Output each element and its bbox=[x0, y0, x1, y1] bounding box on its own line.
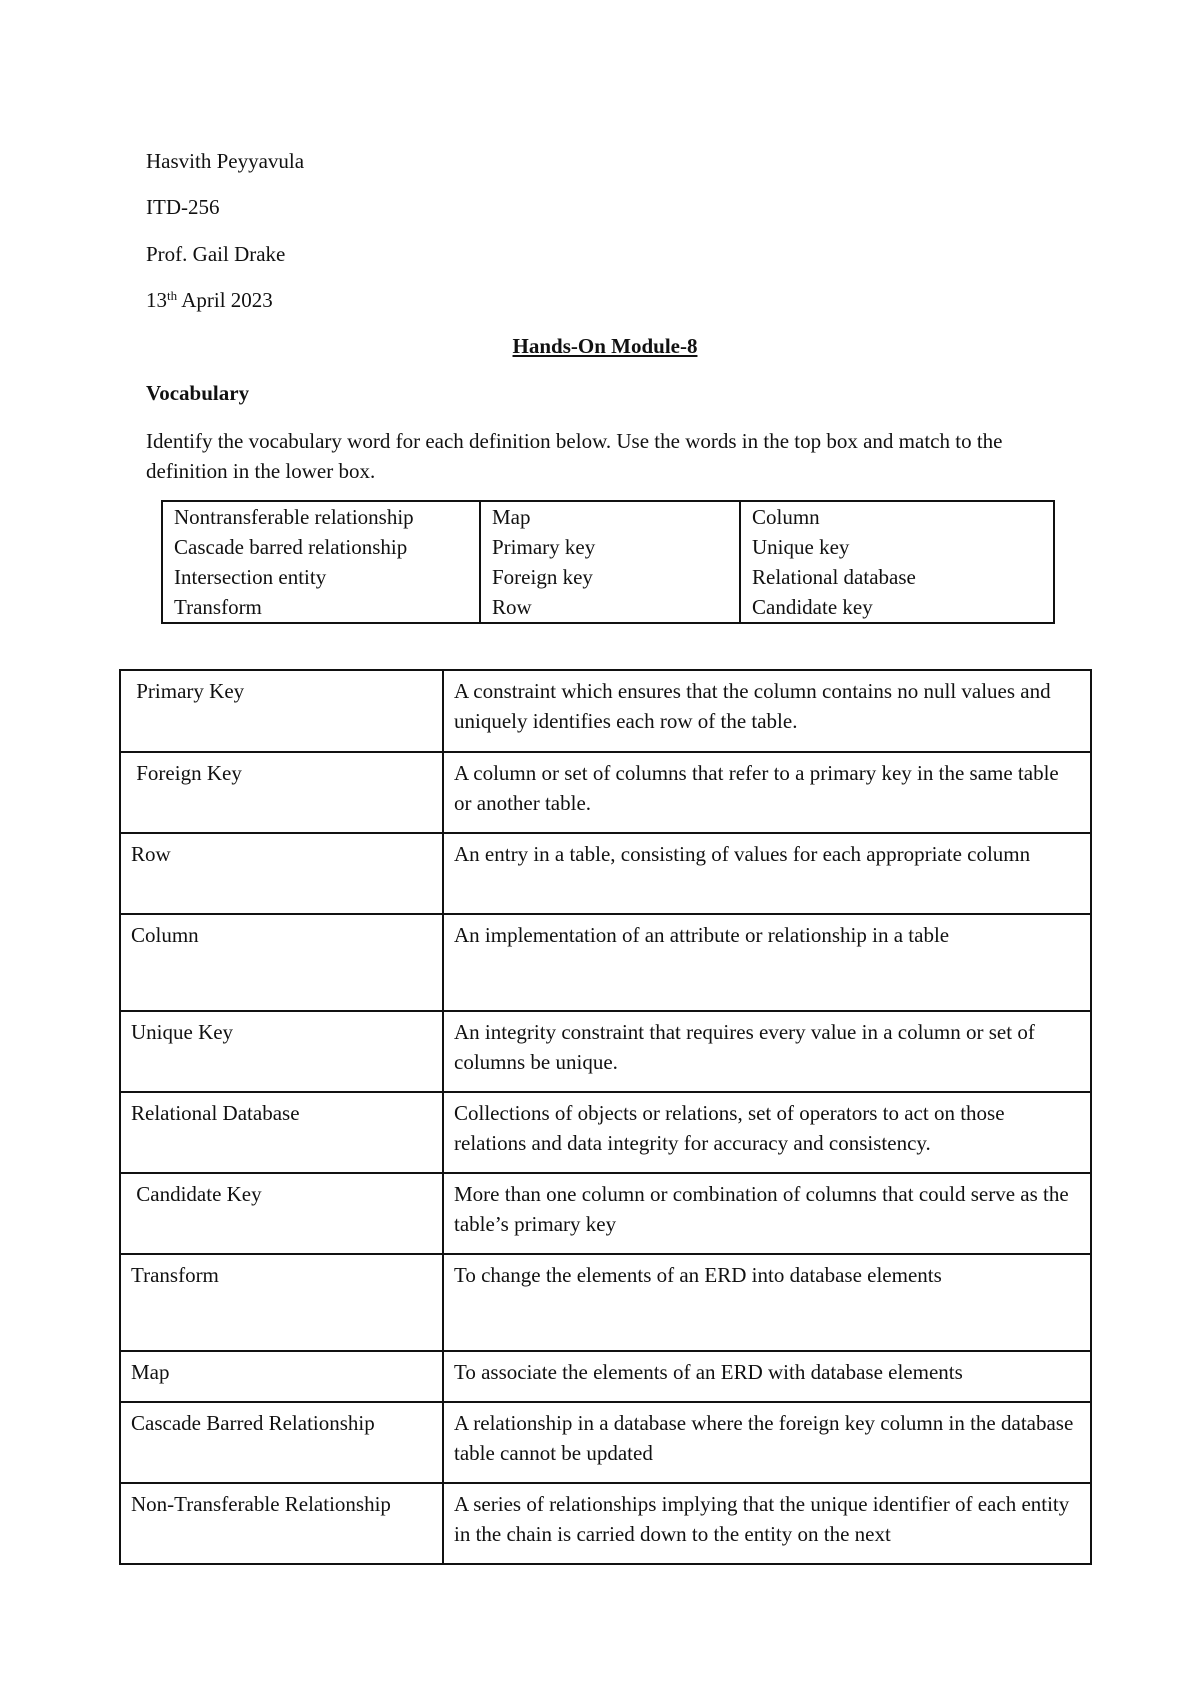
term-cell: Unique Key bbox=[120, 1011, 443, 1092]
word-bank-cell: Relational database bbox=[740, 562, 1054, 592]
term-cell: Transform bbox=[120, 1254, 443, 1351]
date-day: 13 bbox=[146, 288, 167, 312]
definitions-table bbox=[119, 669, 1092, 1565]
word-bank-row bbox=[162, 532, 1054, 562]
definition-cell: An entry in a table, consisting of values for each appropriate column bbox=[443, 833, 1091, 914]
term-cell: Relational Database bbox=[120, 1092, 443, 1173]
word-bank-cell: Cascade barred relationship bbox=[162, 532, 480, 562]
date-suffix: th bbox=[167, 288, 178, 303]
table-row bbox=[120, 1173, 1091, 1254]
word-bank-row bbox=[162, 592, 1054, 623]
term-cell: Candidate Key bbox=[120, 1173, 443, 1254]
date-rest: April 2023 bbox=[177, 288, 273, 312]
definition-cell: A relationship in a database where the foreign key column in the database table cannot be updated bbox=[443, 1402, 1091, 1483]
word-bank-cell: Candidate key bbox=[740, 592, 1054, 623]
term-cell: Column bbox=[120, 914, 443, 1011]
term-cell: Foreign Key bbox=[120, 752, 443, 833]
word-bank-cell: Map bbox=[480, 501, 740, 532]
definition-cell: To change the elements of an ERD into database elements bbox=[443, 1254, 1091, 1351]
instructions-text: Identify the vocabulary word for each definition below. Use the words in the top box and match to the definition in the lower box. bbox=[146, 429, 1003, 483]
word-bank-cell: Primary key bbox=[480, 532, 740, 562]
word-bank-row bbox=[162, 501, 1054, 532]
term-cell: Map bbox=[120, 1351, 443, 1402]
word-bank-table bbox=[161, 500, 1055, 624]
course-code: ITD-256 bbox=[146, 195, 220, 219]
term-cell: Cascade Barred Relationship bbox=[120, 1402, 443, 1483]
page-title: Hands-On Module-8 bbox=[512, 334, 698, 358]
table-row bbox=[120, 833, 1091, 914]
word-bank-cell: Row bbox=[480, 592, 740, 623]
table-row bbox=[120, 1351, 1091, 1402]
word-bank-cell: Intersection entity bbox=[162, 562, 480, 592]
word-bank-cell: Column bbox=[740, 501, 1054, 532]
table-row bbox=[120, 1483, 1091, 1564]
student-name: Hasvith Peyyavula bbox=[146, 149, 305, 173]
table-row bbox=[120, 1402, 1091, 1483]
definition-cell: A series of relationships implying that the unique identifier of each entity in the chain is carried down to the entity on the next bbox=[443, 1483, 1091, 1564]
table-row bbox=[120, 1254, 1091, 1351]
table-row bbox=[120, 1092, 1091, 1173]
word-bank-cell: Nontransferable relationship bbox=[162, 501, 480, 532]
definition-cell: A column or set of columns that refer to a primary key in the same table or another table. bbox=[443, 752, 1091, 833]
definition-cell: An implementation of an attribute or relationship in a table bbox=[443, 914, 1091, 1011]
word-bank-cell: Unique key bbox=[740, 532, 1054, 562]
word-bank-cell: Foreign key bbox=[480, 562, 740, 592]
definition-cell: An integrity constraint that requires every value in a column or set of columns be unique. bbox=[443, 1011, 1091, 1092]
term-cell: Row bbox=[120, 833, 443, 914]
table-row bbox=[120, 752, 1091, 833]
professor-name: Prof. Gail Drake bbox=[146, 242, 286, 266]
term-cell: Non-Transferable Relationship bbox=[120, 1483, 443, 1564]
term-cell: Primary Key bbox=[120, 670, 443, 752]
submission-date bbox=[146, 287, 273, 313]
table-row bbox=[120, 1011, 1091, 1092]
table-row bbox=[120, 914, 1091, 1011]
definition-cell: More than one column or combination of columns that could serve as the table’s primary key bbox=[443, 1173, 1091, 1254]
definition-cell: A constraint which ensures that the column contains no null values and uniquely identifies each row of the table. bbox=[443, 670, 1091, 752]
definition-cell: To associate the elements of an ERD with database elements bbox=[443, 1351, 1091, 1402]
section-heading: Vocabulary bbox=[146, 381, 250, 405]
word-bank-cell: Transform bbox=[162, 592, 480, 623]
word-bank-row bbox=[162, 562, 1054, 592]
definition-cell: Collections of objects or relations, set of operators to act on those relations and data integrity for accuracy and consistency. bbox=[443, 1092, 1091, 1173]
table-row bbox=[120, 670, 1091, 752]
